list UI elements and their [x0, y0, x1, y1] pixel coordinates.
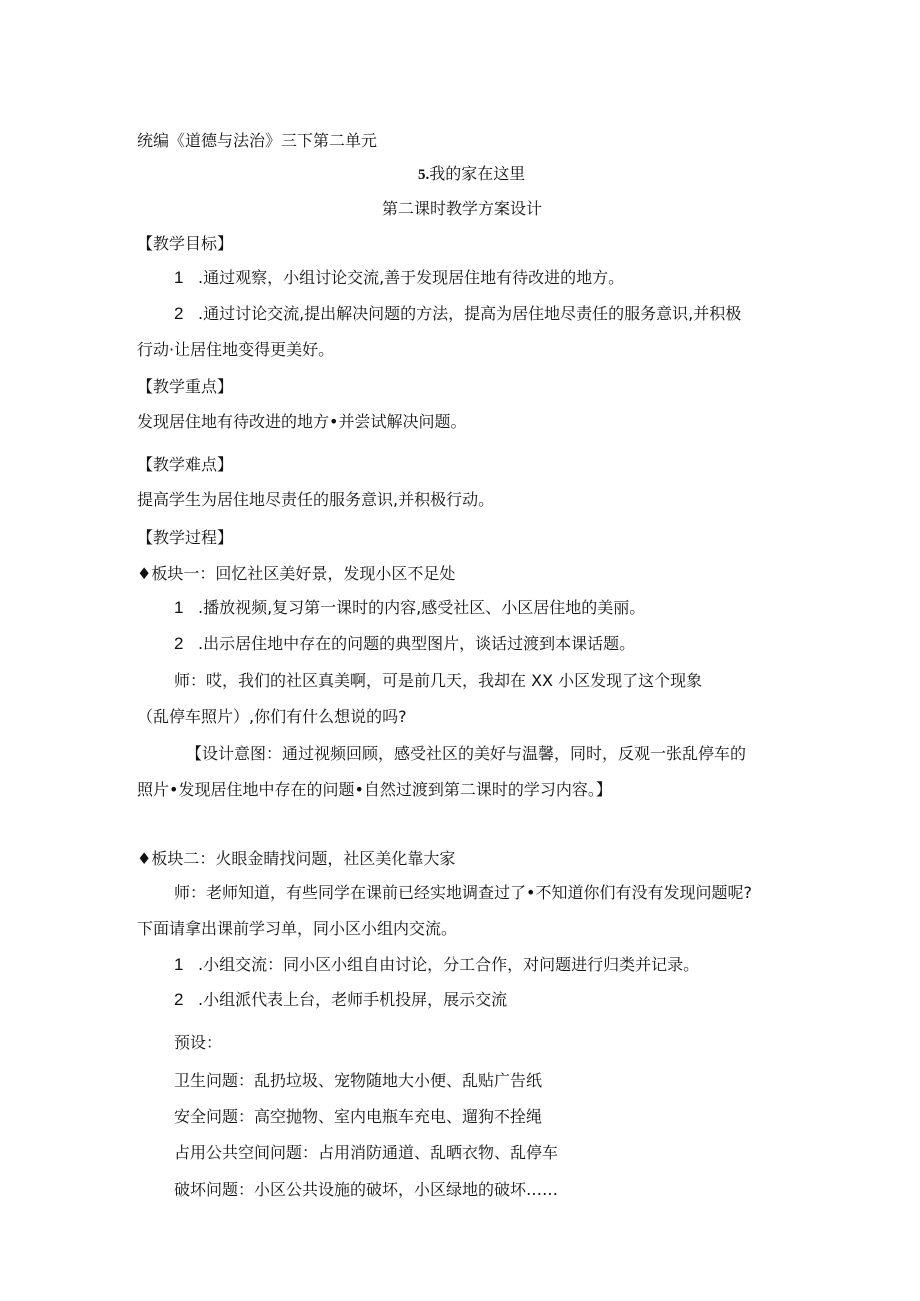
preset-label: 预设：: [174, 1033, 223, 1052]
block-two-item-2-number: 2: [174, 990, 184, 1009]
goal-item-2-continued: 行动·让居住地变得更美好。: [137, 340, 335, 359]
lesson-title: [418, 164, 525, 185]
goal-item-1: [174, 268, 624, 288]
section-heading-process: 【教学过程】: [137, 528, 234, 547]
block-one-item-2-text: .出示居住地中存在的问题的典型图片，谈话过渡到本课话题。: [198, 634, 636, 653]
teacher-dialogue-1-continued: （乱停车照片）,你们有什么想说的吗?: [137, 707, 407, 726]
block-one-heading: ♦板块一：回忆社区美好景，发现小区不足处: [137, 564, 456, 583]
teacher-dialogue-2-continued: 下面请拿出课前学习单，同小区小组内交流。: [137, 919, 458, 938]
block-one-item-2: [174, 634, 635, 654]
preset-item-hygiene: 卫生问题：乱扔垃圾、宠物随地大小便、乱贴广告纸: [174, 1071, 543, 1090]
key-points-text: 发现居住地有待改进的地方•并尝试解决问题。: [137, 412, 467, 431]
block-two-item-1-text: .小组交流：同小区小组自由讨论，分工合作，对问题进行归类并记录。: [198, 955, 700, 974]
block-two-item-2: [174, 990, 507, 1010]
block-one-item-1: [174, 598, 645, 618]
block-two-item-1: [174, 955, 699, 975]
block-one-item-2-number: 2: [174, 634, 184, 653]
design-intent-note: 【设计意图：通过视频回顾，感受社区的美好与温馨，同时，反观一张乱停车的: [186, 744, 747, 763]
lesson-subtitle: 第二课时教学方案设计: [382, 199, 543, 218]
goal-2-text: .通过讨论交流,提出解决问题的方法，提高为居住地尽责任的服务意识,并积极: [198, 304, 742, 323]
difficulties-text: 提高学生为居住地尽责任的服务意识,并积极行动。: [137, 490, 495, 509]
section-heading-difficulties: 【教学难点】: [137, 455, 234, 474]
design-intent-note-continued: 照片•发现居住地中存在的问题•自然过渡到第二课时的学习内容。】: [137, 780, 612, 799]
section-heading-key-points: 【教学重点】: [137, 377, 234, 396]
lesson-title-text: 我的家在这里: [429, 164, 526, 183]
block-one-item-1-number: 1: [174, 598, 184, 617]
preset-item-public-space: 占用公共空间问题：占用消防通道、乱晒衣物、乱停车: [174, 1143, 559, 1162]
preset-item-safety: 安全问题：高空抛物、室内电瓶车充电、遛狗不拴绳: [174, 1107, 543, 1126]
preset-item-damage: 破坏问题：小区公共设施的破坏，小区绿地的破坏……: [174, 1180, 559, 1199]
goal-item-2: [174, 304, 741, 324]
teacher-dialogue-2: 师：老师知道，有些同学在课前已经实地调查过了•不知道你们有没有发现问题呢?: [174, 883, 752, 902]
teacher-dialogue-1: 师：哎，我们的社区真美啊，可是前几天，我却在 XX 小区发现了这个现象: [174, 671, 703, 690]
section-heading-goals: 【教学目标】: [137, 234, 234, 253]
goal-1-number: 1: [174, 268, 184, 287]
block-two-heading: ♦板块二：火眼金睛找问题，社区美化靠大家: [137, 849, 456, 868]
goal-2-number: 2: [174, 304, 184, 323]
goal-1-text: .通过观察，小组讨论交流,善于发现居住地有待改进的地方。: [198, 268, 625, 287]
block-two-item-2-text: .小组派代表上台，老师手机投屏，展示交流: [198, 990, 508, 1009]
block-one-item-1-text: .播放视频,复习第一课时的内容,感受社区、小区居住地的美丽。: [198, 598, 646, 617]
document-header: 统编《道德与法治》三下第二单元: [137, 131, 378, 150]
lesson-number: 5.: [418, 167, 430, 183]
block-two-item-1-number: 1: [174, 955, 184, 974]
